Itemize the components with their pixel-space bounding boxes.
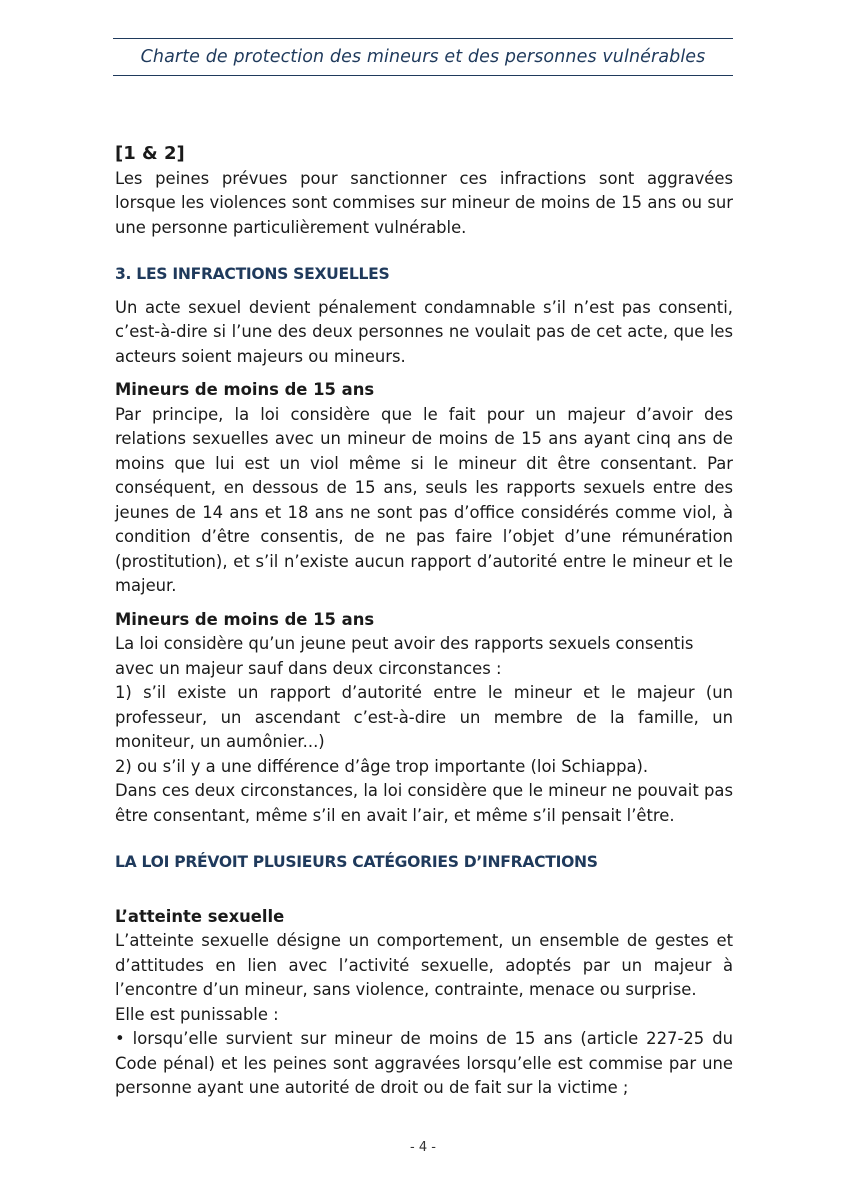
paragraph-loi-considere-line1: La loi considère qu’un jeune peut avoir des rapports sexuels consentis (115, 634, 694, 653)
page-body (115, 142, 733, 1101)
paragraph-consentement: Un acte sexuel devient pénalement condamnable s’il n’est pas consenti, c’est-à-dire si l’une des deux personnes ne voulait pas de cet acte, que les acteurs soient majeurs ou mineurs. (115, 297, 733, 366)
paragraph-principe: Par principe, la loi considère que le fait pour un majeur d’avoir des relations sexuelles avec un mineur de moins de 15 ans ayant cinq ans de moins que lui est un viol même si le mineur dit être consentant. Par conséquent, en dessous de 15 ans, seuls les rapports sexuels entre des jeunes de 14 ans et 18 ans ne sont pas d’office considérés comme viol, à condition d’être consentis, de ne pas faire l’objet d’une rémunération (prostitution), et s’il n’existe aucun rapport d’autorité entre le mineur et le majeur. (115, 404, 733, 595)
list-item-moins-15-ans: • lorsqu’elle survient sur mineur de moins de 15 ans (article 227-25 du Code pénal) et les peines sont aggravées lorsqu’elle est commise par une personne ayant une autorité de droit ou de fait sur la victime ; (115, 1029, 733, 1097)
subheading-mineurs-1: Mineurs de moins de 15 ans (115, 380, 375, 399)
running-header (113, 38, 733, 76)
document-title: Charte de protection des mineurs et des personnes vulnérables (140, 47, 706, 67)
paragraph-aggravation: Les peines prévues pour sanctionner ces infractions sont aggravées lorsque les violences sont commises sur mineur de moins de 15 ans ou sur une personne particulièrement vulnérable. (115, 168, 733, 237)
subheading-mineurs-2: Mineurs de moins de 15 ans (115, 609, 375, 629)
list-item-autorite: 1) s’il existe un rapport d’autorité entre le mineur et le majeur (un professeur, un ascendant c’est-à-dire un membre de la famille, un moniteur, un aumônier...) (115, 683, 733, 751)
paragraph-atteinte-definition: L’atteinte sexuelle désigne un comportement, un ensemble de gestes et d’attitudes en lien avec l’activité sexuelle, adoptés par un majeur à l’encontre d’un mineur, sans violence, contrainte, menace ou surprise. (115, 931, 733, 999)
subheading-atteinte-sexuelle: L’atteinte sexuelle (115, 906, 285, 926)
section-heading-infractions-sexuelles: 3. LES INFRACTIONS SEXUELLES (115, 265, 390, 283)
list-item-difference-age: 2) ou s’il y a une différence d’âge trop importante (loi Schiappa). (115, 756, 649, 776)
paragraph-loi-considere-line2: avec un majeur sauf dans deux circonstances : (115, 658, 502, 678)
paragraph-circonstances: Dans ces deux circonstances, la loi considère que le mineur ne pouvait pas être consentant, même s’il en avait l’air, et même s’il pensait l’être. (115, 781, 733, 825)
paragraph-punissable: Elle est punissable : (115, 1004, 279, 1024)
bracket-label: [1 & 2] (115, 143, 185, 164)
section-heading-categories: LA LOI PRÉVOIT PLUSIEURS CATÉGORIES D’INFRACTIONS (115, 853, 598, 871)
page-number: - 4 - (410, 1140, 436, 1155)
